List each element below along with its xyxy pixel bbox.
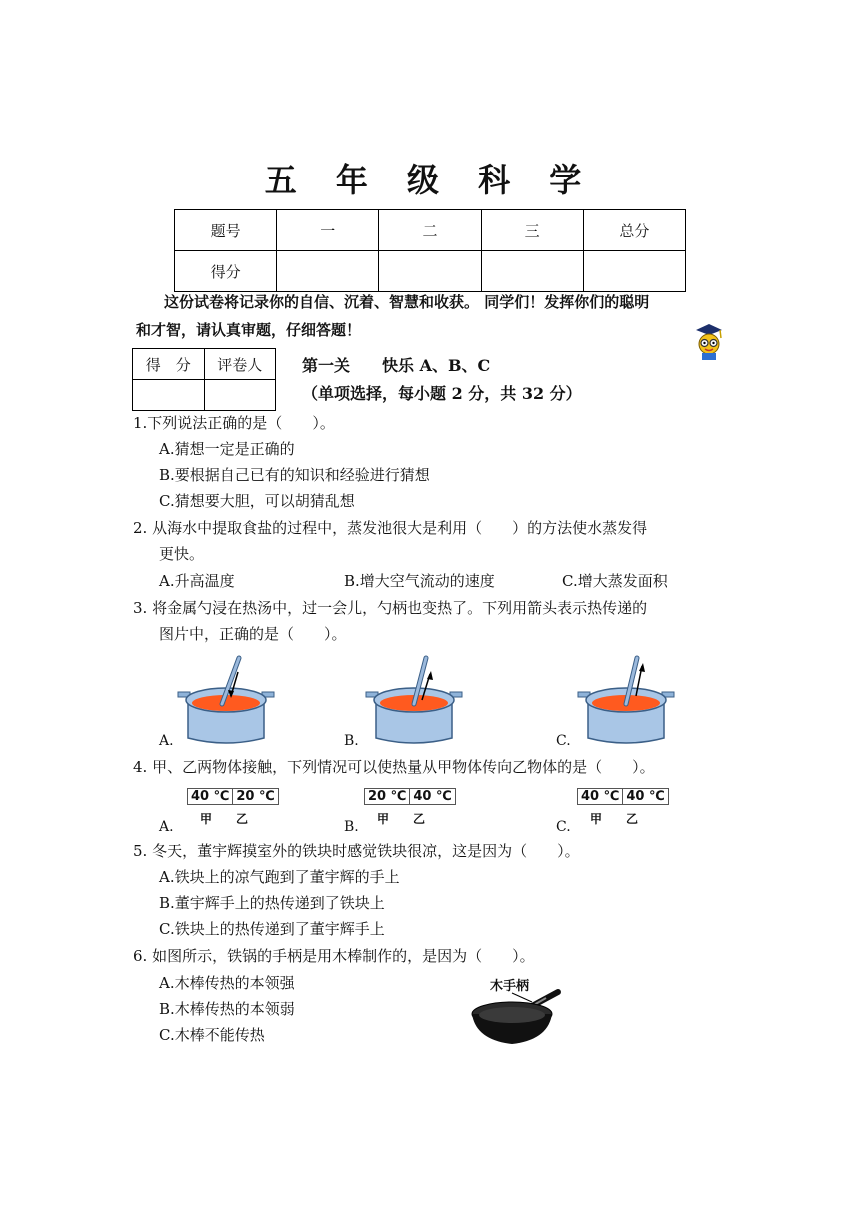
question-3: 3. 将金属勺浸在热汤中，过一会儿，勺柄也变热了。下列用箭头表示热传递的: [133, 599, 648, 617]
q6-option-a: A.木棒传热的本领强: [159, 974, 295, 992]
q3-option-c: C.: [556, 733, 571, 749]
grader-table: [132, 348, 276, 411]
question-4: 4. 甲、乙两物体接触，下列情况可以使热量从甲物体传向乙物体的是（ ）。: [133, 758, 655, 776]
pot-b-image: [364, 652, 464, 748]
question-3-cont: 图片中，正确的是（ ）。: [159, 625, 347, 643]
q5-option-b: B.董宇辉手上的热传递到了铁块上: [159, 894, 385, 912]
score-header-cell: 二: [379, 210, 481, 251]
page-title: 五 年 级 科 学: [264, 161, 596, 199]
question-6: 6. 如图所示，铁锅的手柄是用木棒制作的，是因为（ ）。: [133, 947, 535, 965]
q1-option-a: A.猜想一定是正确的: [159, 440, 295, 458]
score-table: [174, 209, 686, 292]
yi-label: 乙: [236, 812, 249, 826]
question-1: 1.下列说法正确的是（ ）。: [133, 414, 335, 432]
wood-handle-label: 木手柄: [490, 979, 530, 994]
section-title: 第一关 快乐 A、B、C: [302, 356, 491, 375]
temp-left: 20 ℃: [368, 789, 407, 804]
wok-image: [468, 978, 568, 1048]
q6-option-b: B.木棒传热的本领弱: [159, 1000, 295, 1018]
q1-option-b: B.要根据自己已有的知识和经验进行猜想: [159, 466, 430, 484]
q1-option-c: C.猜想要大胆，可以胡猜乱想: [159, 492, 355, 510]
temp-right: 40 ℃: [409, 789, 454, 804]
intro-line-2: 和才智，请认真审题，仔细答题！: [136, 321, 362, 339]
q2-option-c: C.增大蒸发面积: [562, 572, 668, 590]
q2-option-a: A.升高温度: [159, 572, 235, 590]
pot-c-image: [576, 652, 676, 748]
temp-right: 20 ℃: [232, 789, 277, 804]
mascot-icon: [692, 322, 726, 362]
q3-option-a: A.: [159, 733, 174, 749]
score-header-cell: 题号: [175, 210, 277, 251]
q4-option-a: A.: [159, 819, 174, 835]
jia-label: 甲: [590, 812, 603, 826]
temp-left: 40 ℃: [191, 789, 230, 804]
intro-line-1: 这份试卷将记录你的自信、沉着、智慧和收获。 同学们！发挥你们的聪明: [164, 293, 650, 311]
q4-temp-box-b: [364, 786, 456, 805]
q4-option-c: C.: [556, 819, 571, 835]
yi-label: 乙: [626, 812, 639, 826]
grader-name-cell: [204, 380, 276, 411]
score-header-cell: 总分: [583, 210, 685, 251]
q5-option-a: A.铁块上的凉气跑到了董宇辉的手上: [159, 868, 400, 886]
question-2: 2. 从海水中提取食盐的过程中，蒸发池很大是利用（ ）的方法使水蒸发得: [133, 519, 648, 537]
q3-option-b: B.: [344, 733, 359, 749]
grader-score-cell: [133, 380, 205, 411]
q4-temp-box-a: [187, 786, 279, 805]
jia-label: 甲: [200, 812, 213, 826]
q4-temp-box-c: [577, 786, 669, 805]
jia-label: 甲: [377, 812, 390, 826]
q6-option-c: C.木棒不能传热: [159, 1026, 265, 1044]
score-cell: [379, 251, 481, 292]
grader-score-label: 得 分: [133, 349, 205, 380]
question-2-cont: 更快。: [159, 545, 205, 563]
temp-right: 40 ℃: [622, 789, 667, 804]
score-row-label: 得分: [175, 251, 277, 292]
question-5: 5. 冬天，董宇辉摸室外的铁块时感觉铁块很凉，这是因为（ ）。: [133, 842, 580, 860]
temp-left: 40 ℃: [581, 789, 620, 804]
score-cell: [277, 251, 379, 292]
score-header-cell: 一: [277, 210, 379, 251]
grader-name-label: 评卷人: [204, 349, 276, 380]
q5-option-c: C.铁块上的热传递到了董宇辉手上: [159, 920, 385, 938]
q2-option-b: B.增大空气流动的速度: [344, 572, 495, 590]
pot-a-image: [176, 652, 276, 748]
section-subtitle: （单项选择，每小题 2 分，共 32 分）: [302, 384, 582, 403]
yi-label: 乙: [413, 812, 426, 826]
score-header-cell: 三: [481, 210, 583, 251]
score-cell: [481, 251, 583, 292]
score-cell: [583, 251, 685, 292]
q4-option-b: B.: [344, 819, 359, 835]
